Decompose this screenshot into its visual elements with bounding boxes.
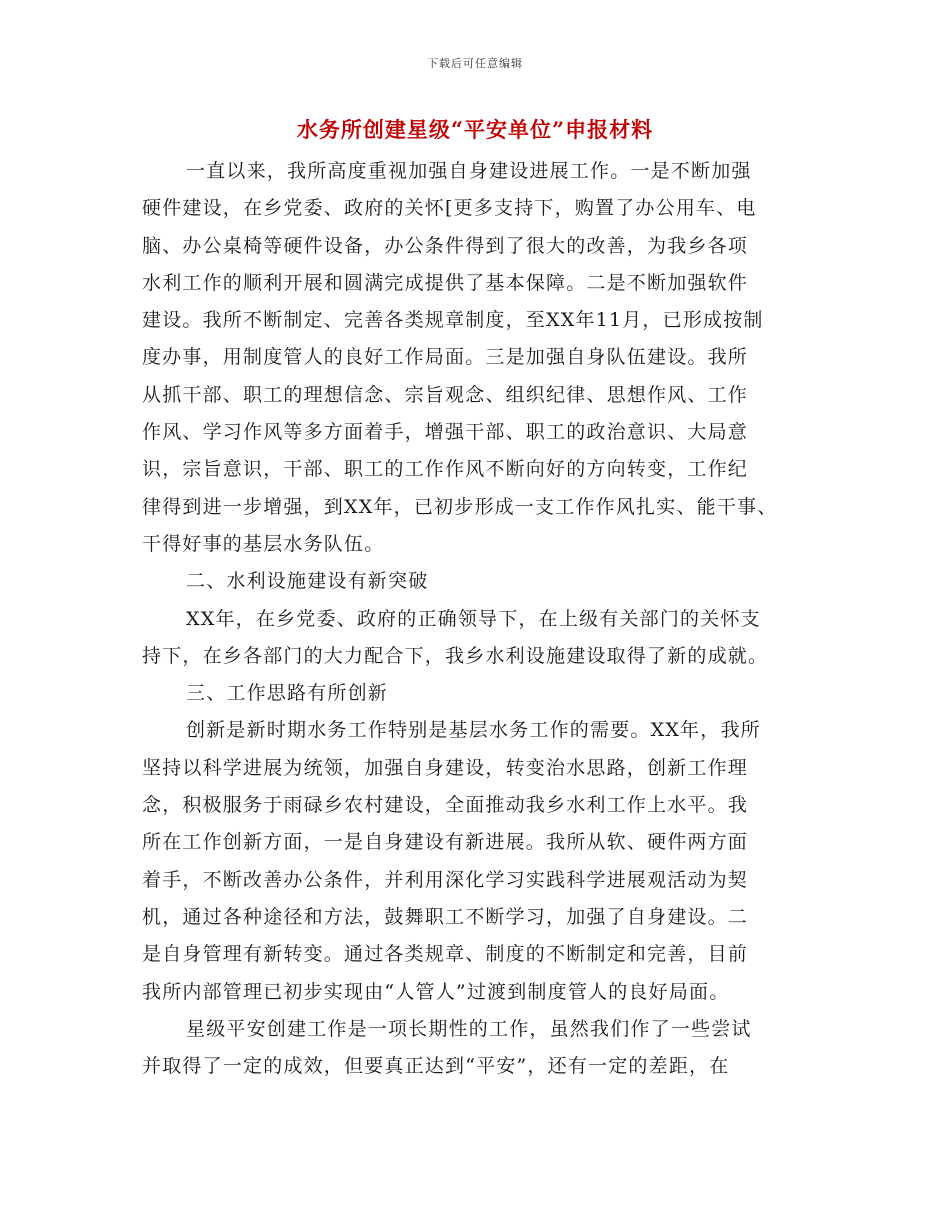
body-line: 念，积极服务于雨碌乡农村建设，全面推动我乡水利工作上水平。我 <box>142 794 749 817</box>
body-line: 二、水利设施建设有新突破 <box>186 570 429 593</box>
body-line: 作风、学习作风等多方面着手，增强干部、职工的政治意识、大局意 <box>142 421 749 444</box>
body-line: 是自身管理有新转变。通过各类规章、制度的不断制定和完善，目前 <box>142 943 749 966</box>
body-line: XX年，在乡党委、政府的正确领导下，在上级有关部门的关怀支 <box>186 607 761 630</box>
body-line: 坚持以科学进展为统领，加强自身建设，转变治水思路，创新工作理 <box>142 756 749 779</box>
body-line: 所在工作创新方面，一是自身建设有新进展。我所从软、硬件两方面 <box>142 831 749 854</box>
body-line: 从抓干部、职工的理想信念、宗旨观念、组织纪律、思想作风、工作 <box>142 383 749 406</box>
body-line: 一直以来，我所高度重视加强自身建设进展工作。一是不断加强 <box>186 160 752 182</box>
body-line: 着手，不断改善办公条件，并利用深化学习实践科学进展观活动为契 <box>142 868 749 891</box>
page-header-note: 下载后可任意编辑 <box>427 57 523 70</box>
document-title: 水务所创建星级“平安单位”申报材料 <box>296 117 654 142</box>
body-line: 建设。我所不断制定、完善各类规章制度，至XX年11月，已形成按制 <box>142 309 764 332</box>
body-line: 创新是新时期水务工作特别是基层水务工作的需要。XX年，我所 <box>186 719 761 742</box>
body-line: 三、工作思路有所创新 <box>186 682 389 705</box>
body-line: 水利工作的顺利开展和圆满完成提供了基本保障。二是不断加强软件 <box>142 271 749 294</box>
body-line: 度办事，用制度管人的良好工作局面。三是加强自身队伍建设。我所 <box>142 346 749 369</box>
body-line: 星级平安创建工作是一项长期性的工作，虽然我们作了一些尝试 <box>186 1017 752 1040</box>
body-line: 律得到进一步增强，到XX年，已初步形成一支工作作风扎实、能干事、 <box>142 495 778 518</box>
body-line: 机，通过各种途径和方法，鼓舞职工不断学习，加强了自身建设。二 <box>142 905 749 928</box>
body-line: 脑、办公桌椅等硬件设备，办公条件得到了很大的改善，为我乡各项 <box>142 234 749 257</box>
body-line: 干得好事的基层水务队伍。 <box>142 532 385 555</box>
body-line: 识，宗旨意识，干部、职工的工作作风不断向好的方向转变，工作纪 <box>142 458 749 481</box>
body-line: 我所内部管理已初步实现由“人管人”过渡到制度管人的良好局面。 <box>142 980 730 1003</box>
body-line: 硬件建设，在乡党委、政府的关怀[更多支持下，购置了办公用车、电 <box>142 197 757 220</box>
body-line: 持下，在乡各部门的大力配合下，我乡水利设施建设取得了新的成就。 <box>142 644 769 667</box>
document-body <box>142 153 812 1085</box>
body-line: 并取得了一定的成效，但要真正达到“平安”，还有一定的差距，在 <box>142 1055 730 1078</box>
